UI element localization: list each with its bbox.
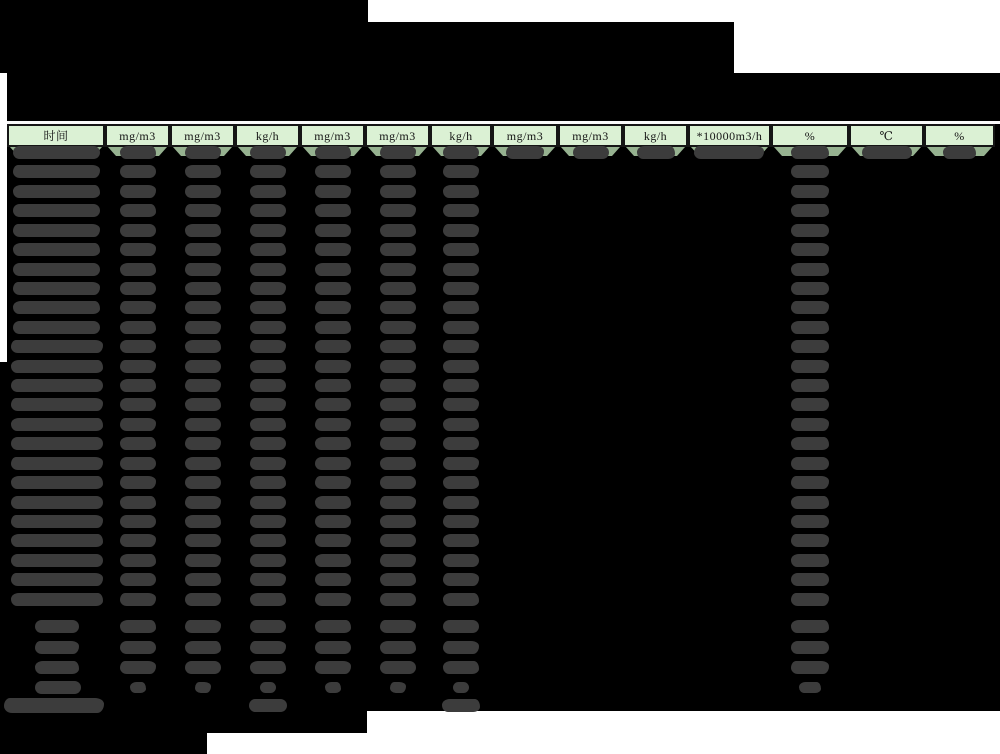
redacted-timestamp-value bbox=[13, 185, 100, 198]
header-cell-label: mg/m3 bbox=[184, 128, 221, 143]
redacted-cell-value bbox=[120, 340, 156, 353]
redacted-cell-value bbox=[250, 301, 286, 314]
redacted-cell-value bbox=[185, 573, 221, 586]
redacted-cell-value bbox=[791, 379, 829, 392]
redacted-timestamp-value bbox=[11, 418, 103, 431]
redacted-timestamp-value bbox=[13, 165, 100, 178]
redacted-cell-value bbox=[250, 224, 286, 237]
redacted-cell-value bbox=[443, 534, 479, 547]
redacted-top-line bbox=[0, 0, 368, 22]
redacted-cell-value bbox=[185, 534, 221, 547]
redacted-cell-value bbox=[185, 263, 221, 276]
redacted-cell-value bbox=[185, 282, 221, 295]
redacted-cell-value bbox=[120, 593, 156, 606]
redacted-cell-value bbox=[791, 554, 829, 567]
header-cell-label: mg/m3 bbox=[314, 128, 351, 143]
redacted-cell-value bbox=[443, 321, 479, 334]
redacted-cell-value bbox=[380, 165, 416, 178]
redacted-cell-value bbox=[315, 165, 351, 178]
redacted-timestamp-value bbox=[13, 263, 100, 276]
redacted-cell-value bbox=[943, 146, 976, 159]
redacted-cell-value bbox=[250, 379, 286, 392]
header-cell-6 bbox=[365, 124, 430, 147]
header-cell-9 bbox=[558, 124, 623, 147]
redacted-cell-value bbox=[250, 146, 286, 159]
redacted-cell-value bbox=[443, 476, 479, 489]
redacted-cell-value bbox=[791, 573, 829, 586]
redacted-cell-value bbox=[380, 554, 416, 567]
redacted-cell-value bbox=[791, 165, 829, 178]
redacted-cell-value bbox=[185, 437, 221, 450]
redacted-cell-value bbox=[380, 641, 416, 654]
redacted-cell-value bbox=[791, 457, 829, 470]
redacted-cell-value bbox=[791, 398, 829, 411]
redacted-cell-value bbox=[380, 360, 416, 373]
redacted-timestamp-value bbox=[13, 321, 100, 334]
redacted-footer-label bbox=[4, 698, 104, 713]
redacted-cell-value bbox=[249, 699, 287, 712]
redacted-cell-value bbox=[694, 146, 764, 159]
redacted-cell-value bbox=[185, 321, 221, 334]
redacted-cell-value bbox=[443, 398, 479, 411]
redacted-cell-value bbox=[443, 418, 479, 431]
redacted-cell-value bbox=[250, 534, 286, 547]
redacted-timestamp-value bbox=[13, 301, 100, 314]
header-cell-12 bbox=[771, 124, 849, 147]
redacted-cell-value bbox=[443, 301, 479, 314]
redacted-cell-value bbox=[442, 699, 480, 712]
header-cell-11 bbox=[688, 124, 771, 147]
redacted-cell-value bbox=[315, 243, 351, 256]
redacted-cell-value bbox=[506, 146, 544, 159]
header-cell-label: % bbox=[954, 128, 965, 143]
redacted-cell-value bbox=[315, 360, 351, 373]
redacted-cell-value bbox=[791, 515, 829, 528]
redacted-cell-value bbox=[315, 379, 351, 392]
redacted-cell-value bbox=[120, 165, 156, 178]
redacted-cell-value bbox=[250, 418, 286, 431]
redacted-timestamp-value bbox=[11, 573, 103, 586]
redacted-cell-value bbox=[120, 301, 156, 314]
redacted-cell-value bbox=[315, 620, 351, 633]
redacted-cell-value bbox=[185, 476, 221, 489]
redacted-cell-value bbox=[637, 146, 675, 159]
redacted-cell-value bbox=[799, 682, 821, 693]
redacted-cell-value bbox=[380, 224, 416, 237]
redacted-cell-value bbox=[185, 165, 221, 178]
redacted-timestamp-value bbox=[13, 243, 100, 256]
redacted-cell-value bbox=[250, 476, 286, 489]
redacted-cell-value bbox=[380, 263, 416, 276]
redacted-timestamp-value bbox=[11, 437, 103, 450]
header-cell-label: mg/m3 bbox=[506, 128, 544, 143]
redacted-timestamp-value bbox=[11, 593, 103, 606]
header-cell-14 bbox=[924, 124, 995, 147]
redacted-timestamp-value bbox=[11, 515, 103, 528]
redacted-cell-value bbox=[120, 321, 156, 334]
redacted-cell-value bbox=[443, 593, 479, 606]
header-cell-7 bbox=[430, 124, 492, 147]
redacted-summary-label bbox=[35, 641, 79, 654]
redacted-cell-value bbox=[120, 620, 156, 633]
redacted-cell-value bbox=[250, 515, 286, 528]
redacted-cell-value bbox=[380, 534, 416, 547]
redacted-cell-value bbox=[185, 398, 221, 411]
redacted-timestamp-value bbox=[11, 457, 103, 470]
header-cell-label: kg/h bbox=[255, 128, 280, 143]
redacted-cell-value bbox=[250, 593, 286, 606]
redacted-cell-value bbox=[380, 593, 416, 606]
redacted-cell-value bbox=[185, 243, 221, 256]
redacted-cell-value bbox=[250, 641, 286, 654]
redacted-cell-value bbox=[120, 185, 156, 198]
redacted-cell-value bbox=[380, 185, 416, 198]
redacted-cell-value bbox=[380, 418, 416, 431]
redacted-cell-value bbox=[443, 620, 479, 633]
redacted-cell-value bbox=[315, 204, 351, 217]
redacted-cell-value bbox=[250, 437, 286, 450]
redacted-cell-value bbox=[791, 204, 829, 217]
redacted-cell-value bbox=[791, 243, 829, 256]
redacted-timestamp-value bbox=[11, 340, 103, 353]
redacted-cell-value bbox=[443, 263, 479, 276]
redacted-cell-value bbox=[380, 243, 416, 256]
redacted-cell-value bbox=[791, 263, 829, 276]
redacted-cell-value bbox=[185, 620, 221, 633]
redacted-timestamp-value bbox=[11, 379, 103, 392]
redacted-cell-value bbox=[315, 146, 351, 159]
header-cell-label: mg/m3 bbox=[572, 128, 609, 143]
redacted-cell-value bbox=[791, 641, 829, 654]
redacted-cell-value bbox=[250, 661, 286, 674]
redacted-cell-value bbox=[120, 476, 156, 489]
redacted-cell-value bbox=[315, 282, 351, 295]
redacted-cell-value bbox=[443, 185, 479, 198]
redacted-cell-value bbox=[791, 224, 829, 237]
redacted-cell-value bbox=[791, 437, 829, 450]
redacted-timestamp-value bbox=[11, 534, 103, 547]
left-margin-redaction bbox=[0, 362, 7, 754]
redacted-cell-value bbox=[120, 398, 156, 411]
redacted-cell-value bbox=[120, 437, 156, 450]
redacted-cell-value bbox=[260, 682, 276, 693]
redacted-cell-value bbox=[130, 682, 146, 693]
redacted-summary-label bbox=[35, 661, 79, 674]
redacted-cell-value bbox=[315, 457, 351, 470]
redacted-timestamp-value bbox=[11, 398, 103, 411]
redacted-cell-value bbox=[791, 418, 829, 431]
redacted-cell-value bbox=[791, 620, 829, 633]
redacted-cell-value bbox=[791, 185, 829, 198]
redacted-cell-value bbox=[250, 340, 286, 353]
redacted-cell-value bbox=[380, 661, 416, 674]
redacted-cell-value bbox=[120, 146, 156, 159]
redacted-cell-value bbox=[120, 282, 156, 295]
header-cell-3 bbox=[170, 124, 235, 147]
redacted-cell-value bbox=[315, 534, 351, 547]
redacted-cell-value bbox=[250, 165, 286, 178]
redacted-timestamp-value bbox=[13, 282, 100, 295]
redacted-cell-value bbox=[120, 204, 156, 217]
redacted-title-block bbox=[0, 22, 734, 73]
header-cell-label: ℃ bbox=[879, 128, 894, 143]
redacted-cell-value bbox=[443, 379, 479, 392]
redacted-timestamp-value bbox=[13, 204, 100, 217]
redacted-cell-value bbox=[250, 243, 286, 256]
redacted-cell-value bbox=[120, 573, 156, 586]
redacted-cell-value bbox=[791, 301, 829, 314]
redacted-cell-value bbox=[791, 593, 829, 606]
redacted-cell-value bbox=[185, 204, 221, 217]
redacted-cell-value bbox=[443, 243, 479, 256]
redacted-summary-label bbox=[35, 681, 81, 694]
redacted-cell-value bbox=[120, 554, 156, 567]
redacted-cell-value bbox=[120, 418, 156, 431]
redacted-cell-value bbox=[185, 515, 221, 528]
redacted-subtitle-band bbox=[7, 73, 1000, 121]
redacted-summary-label bbox=[35, 620, 79, 633]
redacted-cell-value bbox=[380, 301, 416, 314]
redacted-cell-value bbox=[120, 661, 156, 674]
redacted-cell-value bbox=[443, 661, 479, 674]
redacted-cell-value bbox=[315, 437, 351, 450]
header-cell-13 bbox=[849, 124, 924, 147]
redacted-cell-value bbox=[791, 282, 829, 295]
redacted-cell-value bbox=[791, 321, 829, 334]
header-cell-5 bbox=[300, 124, 365, 147]
header-cell-label: *10000m3/h bbox=[696, 128, 763, 143]
redacted-cell-value bbox=[250, 263, 286, 276]
redacted-cell-value bbox=[380, 398, 416, 411]
redacted-cell-value bbox=[380, 379, 416, 392]
redacted-cell-value bbox=[315, 321, 351, 334]
redacted-cell-value bbox=[443, 554, 479, 567]
header-cell-label: kg/h bbox=[449, 128, 473, 143]
redacted-cell-value bbox=[120, 224, 156, 237]
redacted-cell-value bbox=[380, 515, 416, 528]
redacted-cell-value bbox=[315, 554, 351, 567]
redacted-cell-value bbox=[120, 263, 156, 276]
redacted-cell-value bbox=[380, 282, 416, 295]
redacted-cell-value bbox=[453, 682, 469, 693]
redacted-cell-value bbox=[443, 224, 479, 237]
redacted-cell-value bbox=[443, 573, 479, 586]
redacted-cell-value bbox=[250, 360, 286, 373]
redacted-cell-value bbox=[443, 496, 479, 509]
redacted-cell-value bbox=[120, 379, 156, 392]
redacted-cell-value bbox=[250, 496, 286, 509]
redacted-cell-value bbox=[862, 146, 912, 159]
redacted-cell-value bbox=[250, 554, 286, 567]
redacted-cell-value bbox=[791, 661, 829, 674]
redacted-timestamp-value bbox=[11, 554, 103, 567]
header-cell-2 bbox=[105, 124, 170, 147]
redacted-cell-value bbox=[443, 515, 479, 528]
redacted-cell-value bbox=[325, 682, 341, 693]
redacted-cell-value bbox=[185, 641, 221, 654]
redacted-timestamp-value bbox=[11, 496, 103, 509]
bottom-center-redaction bbox=[207, 711, 367, 733]
redacted-cell-value bbox=[185, 457, 221, 470]
redacted-cell-value bbox=[380, 340, 416, 353]
redacted-cell-value bbox=[315, 418, 351, 431]
redacted-cell-value bbox=[315, 224, 351, 237]
header-cell-10 bbox=[623, 124, 688, 147]
bottom-left-redaction bbox=[0, 711, 207, 754]
redacted-cell-value bbox=[443, 457, 479, 470]
redacted-cell-value bbox=[250, 282, 286, 295]
redacted-cell-value bbox=[315, 573, 351, 586]
redacted-cell-value bbox=[443, 282, 479, 295]
redacted-cell-value bbox=[250, 398, 286, 411]
redacted-cell-value bbox=[791, 476, 829, 489]
header-cell-1 bbox=[7, 124, 105, 147]
redacted-cell-value bbox=[380, 457, 416, 470]
redacted-cell-value bbox=[315, 398, 351, 411]
redacted-cell-value bbox=[185, 224, 221, 237]
redacted-cell-value bbox=[380, 146, 416, 159]
redacted-cell-value bbox=[380, 321, 416, 334]
redacted-timestamp-value bbox=[11, 360, 103, 373]
redacted-cell-value bbox=[185, 554, 221, 567]
redacted-cell-value bbox=[315, 515, 351, 528]
redacted-cell-value bbox=[315, 301, 351, 314]
redacted-cell-value bbox=[250, 620, 286, 633]
redacted-cell-value bbox=[120, 243, 156, 256]
redacted-cell-value bbox=[185, 301, 221, 314]
redacted-cell-value bbox=[120, 534, 156, 547]
redacted-cell-value bbox=[315, 641, 351, 654]
redacted-cell-value bbox=[250, 573, 286, 586]
header-cell-label: mg/m3 bbox=[119, 128, 156, 143]
header-cell-8 bbox=[492, 124, 558, 147]
redacted-cell-value bbox=[380, 496, 416, 509]
header-cell-label: kg/h bbox=[643, 128, 668, 143]
redacted-cell-value bbox=[185, 360, 221, 373]
redacted-cell-value bbox=[380, 620, 416, 633]
redacted-cell-value bbox=[250, 204, 286, 217]
redacted-cell-value bbox=[573, 146, 609, 159]
redacted-cell-value bbox=[315, 263, 351, 276]
redacted-cell-value bbox=[390, 682, 406, 693]
redacted-cell-value bbox=[195, 682, 211, 693]
redacted-cell-value bbox=[250, 321, 286, 334]
redacted-cell-value bbox=[791, 146, 829, 159]
redacted-cell-value bbox=[185, 146, 221, 159]
redacted-cell-value bbox=[443, 641, 479, 654]
redacted-cell-value bbox=[315, 340, 351, 353]
redacted-cell-value bbox=[380, 476, 416, 489]
redacted-timestamp-value bbox=[11, 476, 103, 489]
redacted-cell-value bbox=[315, 496, 351, 509]
redacted-cell-value bbox=[120, 515, 156, 528]
redacted-timestamp-value bbox=[13, 224, 100, 237]
redacted-cell-value bbox=[185, 593, 221, 606]
redacted-cell-value bbox=[185, 185, 221, 198]
redacted-cell-value bbox=[791, 496, 829, 509]
redacted-cell-value bbox=[315, 185, 351, 198]
redacted-cell-value bbox=[250, 185, 286, 198]
redacted-cell-value bbox=[315, 476, 351, 489]
redacted-timestamp-value bbox=[13, 146, 100, 159]
header-cell-label: 时间 bbox=[43, 128, 69, 143]
redacted-cell-value bbox=[380, 437, 416, 450]
redacted-cell-value bbox=[185, 661, 221, 674]
header-cell-label: mg/m3 bbox=[379, 128, 416, 143]
redacted-cell-value bbox=[443, 146, 479, 159]
redacted-cell-value bbox=[791, 534, 829, 547]
redacted-cell-value bbox=[185, 379, 221, 392]
redacted-cell-value bbox=[443, 165, 479, 178]
redacted-cell-value bbox=[185, 418, 221, 431]
redacted-cell-value bbox=[791, 360, 829, 373]
redacted-cell-value bbox=[120, 641, 156, 654]
redacted-cell-value bbox=[315, 661, 351, 674]
redacted-cell-value bbox=[185, 340, 221, 353]
redacted-cell-value bbox=[315, 593, 351, 606]
redacted-cell-value bbox=[791, 340, 829, 353]
redacted-cell-value bbox=[443, 437, 479, 450]
header-cell-4 bbox=[235, 124, 300, 147]
header-cell-label: % bbox=[804, 128, 816, 143]
redacted-cell-value bbox=[185, 496, 221, 509]
redacted-cell-value bbox=[443, 204, 479, 217]
redacted-cell-value bbox=[120, 496, 156, 509]
redacted-cell-value bbox=[250, 457, 286, 470]
redacted-cell-value bbox=[120, 457, 156, 470]
redacted-cell-value bbox=[443, 360, 479, 373]
redacted-cell-value bbox=[380, 573, 416, 586]
redacted-cell-value bbox=[120, 360, 156, 373]
redacted-cell-value bbox=[443, 340, 479, 353]
redacted-cell-value bbox=[380, 204, 416, 217]
